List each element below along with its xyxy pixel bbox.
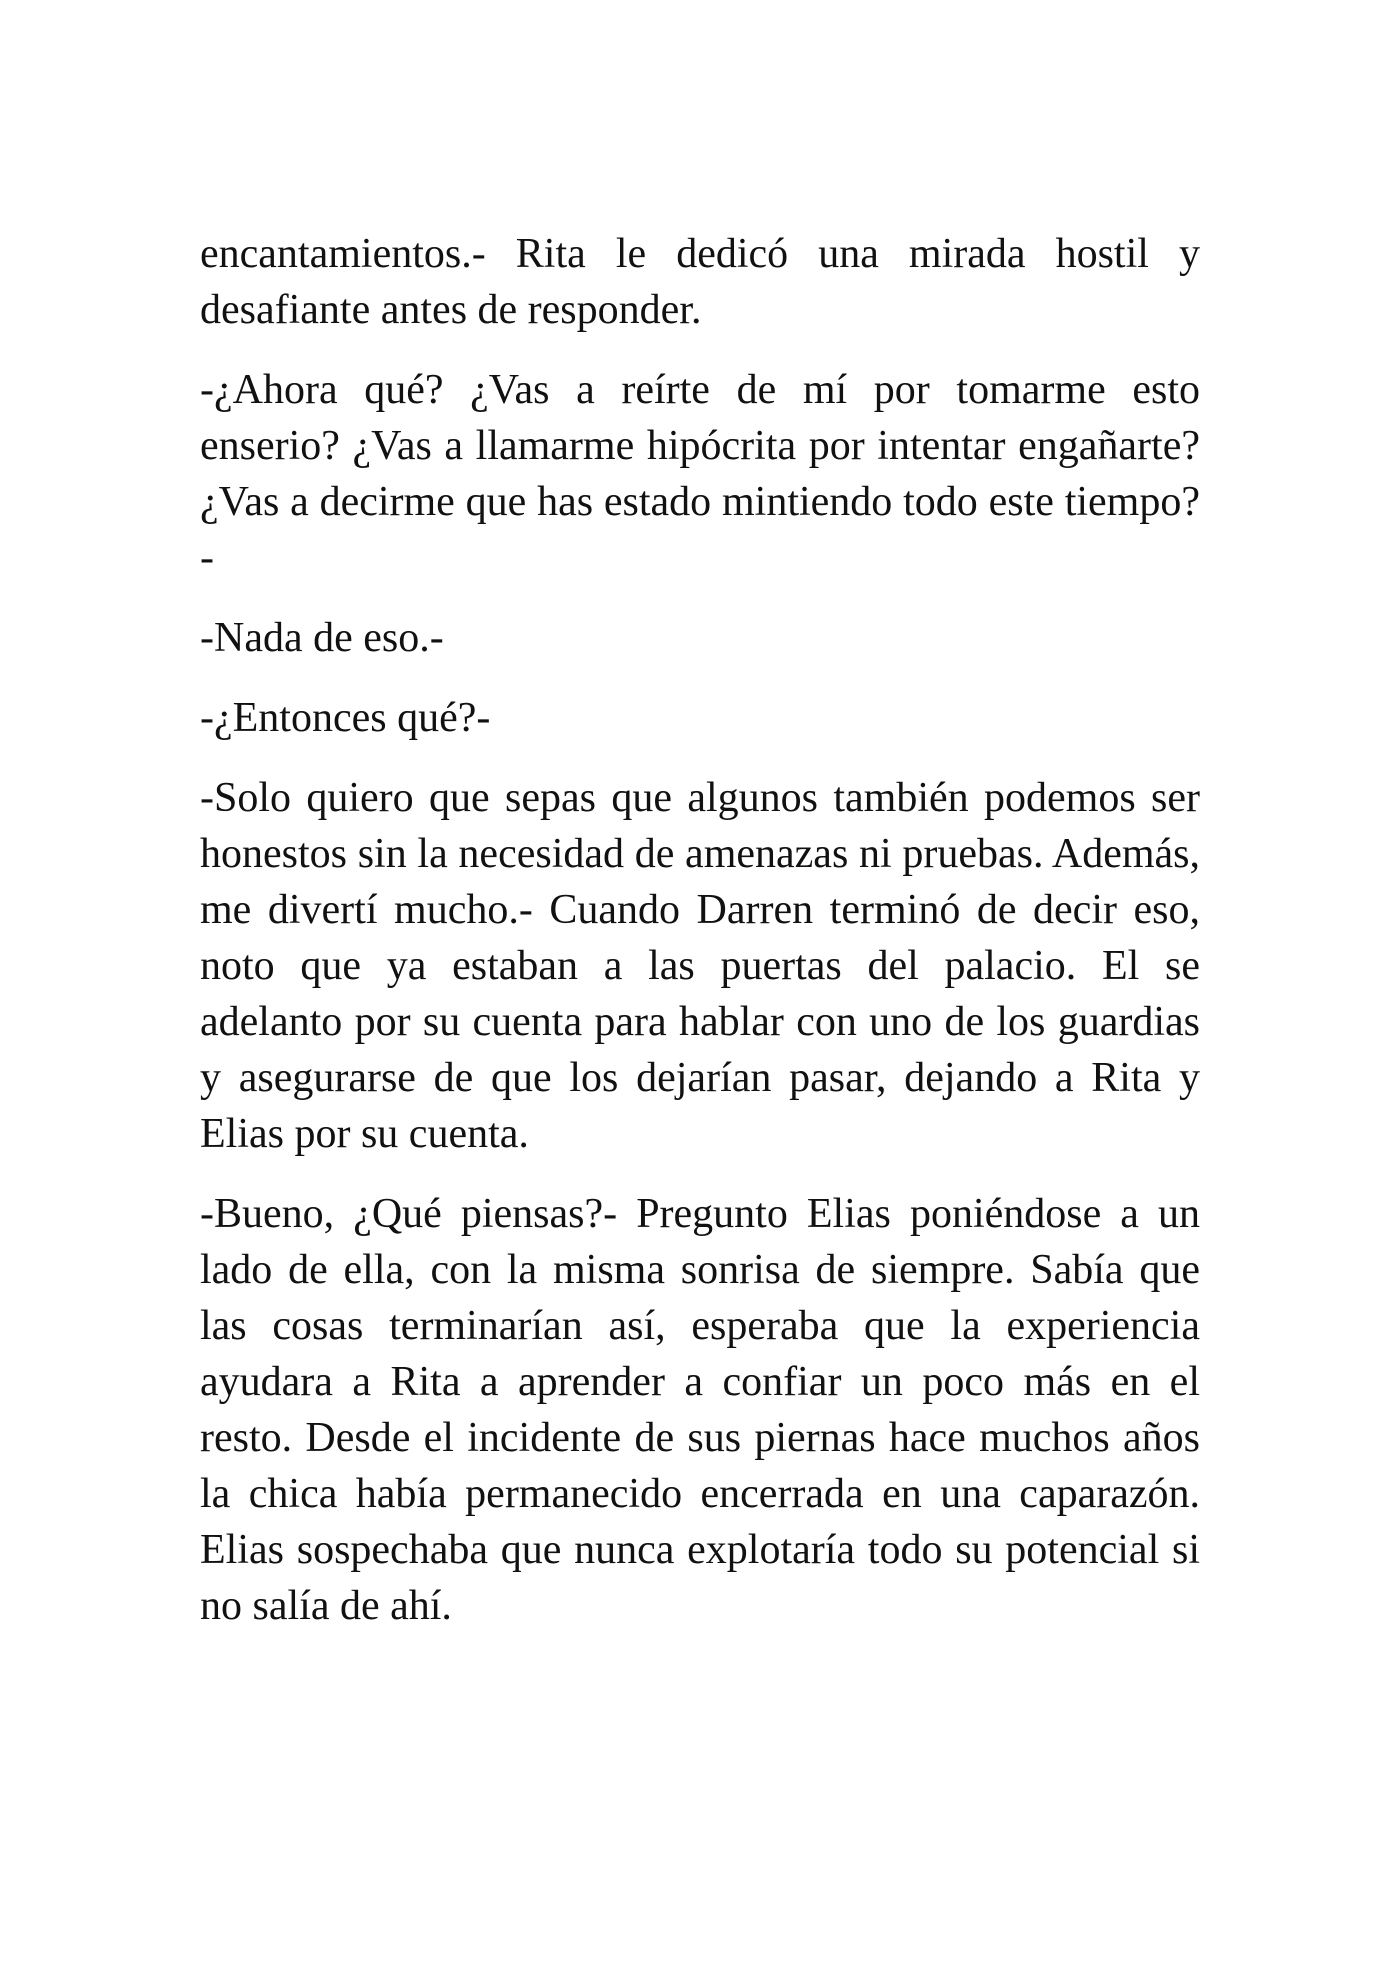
paragraph: -¿Ahora qué? ¿Vas a reírte de mí por tomarme esto enserio? ¿Vas a llamarme hipócrita por intentar engañarte? ¿Vas a decirme que has estado mintiendo todo este tiempo?- xyxy=(200,367,1200,581)
paragraph: encantamientos.- Rita le dedicó una mirada hostil y desafiante antes de responder. xyxy=(200,231,1200,333)
paragraph: -Solo quiero que sepas que algunos también podemos ser honestos sin la necesidad de amenazas ni pruebas. Además, me divertí mucho.- Cuando Darren terminó de decir eso, noto que ya estaban a las puertas del palacio. El se adelanto por su cuenta para hablar con uno de los guardias y asegurarse de que los dejarían pasar, dejando a Rita y Elias por su cuenta. xyxy=(200,775,1200,1157)
paragraph: -¿Entonces qué?- xyxy=(200,695,491,741)
body-text xyxy=(200,226,1200,1658)
paragraph: -Nada de eso.- xyxy=(200,615,444,661)
paragraph: -Bueno, ¿Qué piensas?- Pregunto Elias poniéndose a un lado de ella, con la misma sonrisa de siempre. Sabía que las cosas terminarían así, esperaba que la experiencia ayudara a Rita a aprender a confiar un poco más en el resto. Desde el incidente de sus piernas hace muchos años la chica había permanecido encerrada en una caparazón. Elias sospechaba que nunca explotaría todo su potencial si no salía de ahí. xyxy=(200,1191,1200,1629)
